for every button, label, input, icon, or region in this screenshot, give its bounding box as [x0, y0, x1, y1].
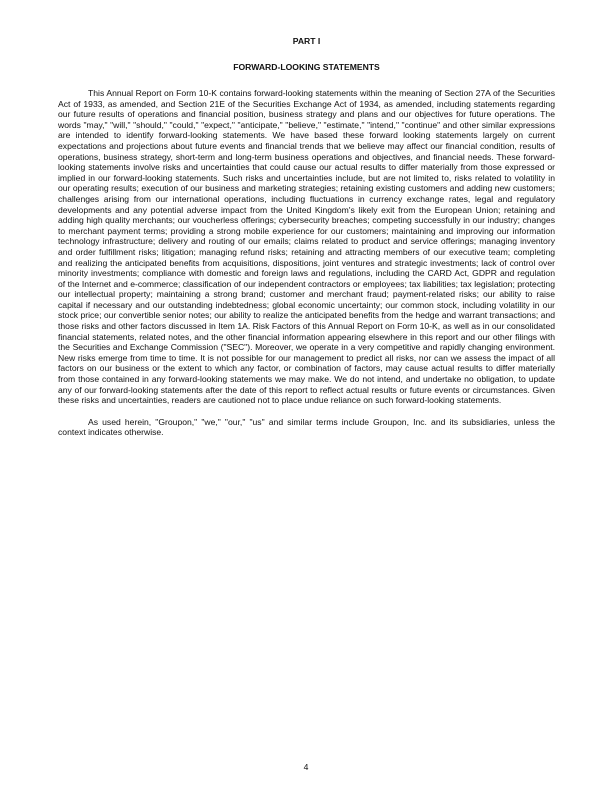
section-heading: FORWARD-LOOKING STATEMENTS	[233, 62, 380, 72]
body-paragraph-definitions: As used herein, "Groupon," "we," "our," "us" and similar terms include Groupon, Inc. and its subsidiaries, unless the context indicates otherwise.	[58, 416, 555, 438]
part-heading: PART I	[292, 36, 321, 46]
body-paragraph-forward-looking: This Annual Report on Form 10-K contains forward-looking statements within the meaning of Section 27A of the Securities Act of 1933, as amended, and Section 21E of the Securities Exchange Act of 1934, as amended, including statements regarding our future results of operations and financial position, business strategy and plans and our objectives for future operations. The words "may," "will," "should," "could," "expect," "anticipate," "believe," "estimate," "intend," "continue" and other similar expressions are intended to identify forward-looking statements. We have based these forward looking statements largely on current expectations and projections about future events and financial trends that we believe may affect our financial condition, results of operations, business strategy, short-term and long-term business operations and objectives, and financial needs. These forward-looking statements involve risks and uncertainties that could cause our actual results to differ materially from those expressed or implied in our forward-looking statements. Such risks and uncertainties include, but are not limited to, risks related to volatility in our operating results; execution of our business and marketing strategies; retaining existing customers and adding new customers; challenges arising from our international operations, including fluctuations in currency exchange rates, legal and regulatory developments and any potential adverse impact from the United Kingdom's likely exit from the European Union; retaining and adding high quality merchants; our voucherless offerings; cybersecurity breaches; competing successfully in our industry; changes to merchant payment terms; providing a strong mobile experience for our customers; maintaining and improving our information technology infrastructure; delivery and routing of our emails; claims related to product and service offerings; managing inventory and order fulfillment risks; litigation; managing refund risks; retaining and attracting members of our executive team; completing and realizing the anticipated benefits from acquisitions, dispositions, joint ventures and strategic investments; lack of control over minority investments; compliance with domestic and foreign laws and regulations, including the CARD Act, GDPR and regulation of the Internet and e-commerce; classification of our independent contractors or employees; tax liabilities; tax legislation; protecting our intellectual property; maintaining a strong brand; customer and merchant fraud; payment-related risks; our ability to raise capital if necessary and our outstanding indebtedness; global economic uncertainty; our common stock, including volatility in our stock price; our convertible senior notes; our ability to realize the anticipated benefits from the hedge and warrant transactions; and those risks and other factors discussed in Item 1A. Risk Factors of this Annual Report on Form 10-K, as well as in our consolidated financial statements, related notes, and the other financial information appearing elsewhere in this report and our other filings with the Securities and Exchange Commission ("SEC"). Moreover, we operate in a very competitive and rapidly changing environment. New risks emerge from time to time. It is not possible for our management to predict all risks, nor can we assess the impact of all factors on our business or the extent to which any factor, or combination of factors, may cause actual results to differ materially from those contained in any forward-looking statements we may make. We do not intend, and undertake no obligation, to update any of our forward-looking statements after the date of this report to reflect actual results or future events or circumstances. Given these risks and uncertainties, readers are cautioned not to place undue reliance on such forward-looking statements.	[58, 88, 555, 406]
page-number: 4	[303, 762, 309, 772]
document-page	[58, 36, 555, 438]
